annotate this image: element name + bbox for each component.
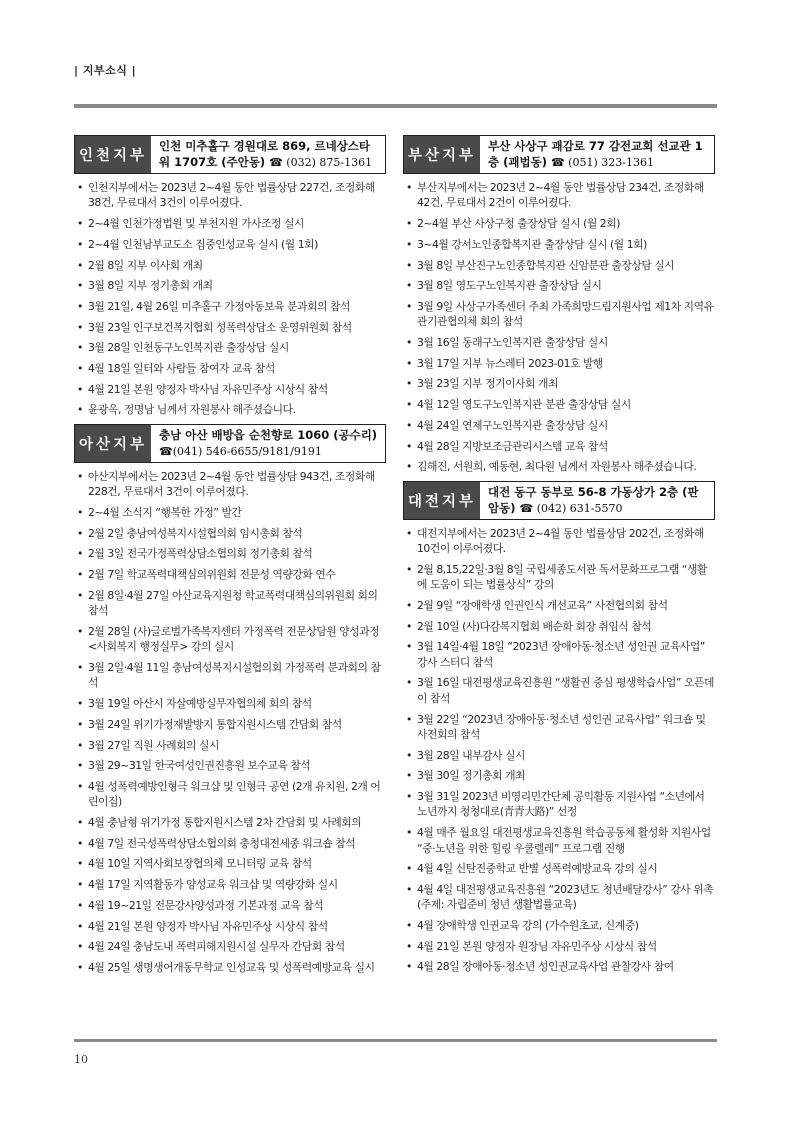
branch-address: 인천 미추홀구 경원대로 869, 르네상스타워 1707호 (주안동) xyxy=(159,139,371,169)
list-item: • 3월 19일 아산시 자살예방실무자협의체 회의 참석 xyxy=(74,696,386,711)
list-item: • 2~4월 부산 사상구청 출장상담 실시 (월 2회) xyxy=(403,216,715,231)
branch-busan xyxy=(403,135,715,475)
list-item: • 3월 28일 인천동구노인복지관 출장상담 실시 xyxy=(74,340,386,355)
branch-name: 대전지부 xyxy=(404,482,480,519)
list-item: • 부산지부에서는 2023년 2~4월 동안 법률상담 234건, 조정화해 42건, 무료대서 2건이 이루어졌다. xyxy=(403,180,715,211)
list-item: • 2월 8일 지부 이사회 개최 xyxy=(74,258,386,273)
list-item: • 김해진, 서원희, 예동현, 최다원 님께서 자원봉사 해주셨습니다. xyxy=(403,459,715,474)
list-item: • 2~4월 인천남부교도소 집중인성교육 실시 (월 1회) xyxy=(74,237,386,252)
branch-contact xyxy=(480,482,714,519)
branch-contact xyxy=(151,136,385,173)
list-item: • 4월 24일 충남도내 폭력피해지원시설 실무자 간담회 참석 xyxy=(74,939,386,954)
list-item: • 3월 31일 2023년 비영리민간단체 공익활동 지원사업 “소년에서 노년까지 청청대로(青青大路)” 선정 xyxy=(403,789,715,820)
list-item: • 3~4월 강서노인종합복지관 출장상담 실시 (월 1회) xyxy=(403,237,715,252)
branch-contact xyxy=(480,136,714,173)
list-item: • 4월 21일 본원 양정자 원장님 자유민주상 시상식 참석 xyxy=(403,939,715,954)
list-item: • 2월 8일·4월 27일 아산교육지원청 학교폭력대책심의위원회 회의 참석 xyxy=(74,588,386,619)
list-item: • 2월 7일 학교폭력대책심의위원회 전문성 역량강화 연수 xyxy=(74,567,386,582)
branch-name: 부산지부 xyxy=(404,136,480,173)
page-number: 10 xyxy=(74,1053,88,1066)
list-item: • 3월 2일·4월 11일 충남여성복지시설협의회 가정폭력 분과회의 참석 xyxy=(74,660,386,691)
list-item: • 4월 17일 지역활동가 양성교육 워크샵 및 역량강화 실시 xyxy=(74,877,386,892)
list-item: • 2월 2일 충남여성복지시설협의회 임시총회 참석 xyxy=(74,526,386,541)
list-item: • 4월 매주 월요일 대전평생교육진흥원 학습공동체 활성화 지원사업 “중·노년을 위한 힐링 우쿨렐레” 프로그램 진행 xyxy=(403,825,715,856)
list-item: • 3월 9일 사상구가족센터 주최 가족희망드림지원사업 제1차 지역유관기관협의체 회의 참석 xyxy=(403,299,715,330)
list-item: • 4월 성폭력예방인형극 워크샵 및 인형극 공연 (2개 유치원, 2개 어린이집) xyxy=(74,779,386,810)
list-item: • 4월 21일 본원 양정자 박사님 자유민주상 시상식 참석 xyxy=(74,382,386,397)
list-item: • 3월 23일 지부 정기이사회 개최 xyxy=(403,376,715,391)
branch-phone: ☎(041) 546-6655/9181/9191 xyxy=(159,444,322,458)
list-item: • 아산지부에서는 2023년 2~4월 동안 법률상담 943건, 조정화해 228건, 무료대서 3건이 이루어졌다. xyxy=(74,469,386,500)
list-item: • 2월 3일 전국가정폭력상담소협의회 정기총회 참석 xyxy=(74,546,386,561)
left-column xyxy=(74,135,386,981)
list-item: • 4월 장애학생 인권교육 강의 (가수원초교, 신계중) xyxy=(403,918,715,933)
activity-list xyxy=(403,180,715,475)
branch-header xyxy=(74,424,386,463)
branch-header xyxy=(74,135,386,174)
list-item: • 4월 4일 신탄진중학교 반별 성폭력예방교육 강의 실시 xyxy=(403,861,715,876)
list-item: • 2월 9일 “장애학생 인권인식 개선교육” 사전협의회 참석 xyxy=(403,598,715,613)
right-column xyxy=(403,135,715,981)
branch-contact xyxy=(151,425,385,462)
list-item: • 4월 21일 본원 양정자 박사님 자유민주상 시상식 참석 xyxy=(74,919,386,934)
list-item: • 윤광옥, 정명남 님께서 자원봉사 해주셨습니다. xyxy=(74,402,386,417)
list-item: • 2월 28일 (사)글로벌가족복지센터 가정폭력 전문상담원 양성과정 <사회복지 행정실무> 강의 실시 xyxy=(74,624,386,655)
list-item: • 4월 7일 전국성폭력상담소협의회 충청대전세종 워크숍 참석 xyxy=(74,836,386,851)
activity-list xyxy=(74,180,386,418)
branch-daejeon xyxy=(403,481,715,975)
list-item: • 2월 8,15,22일·3월 8일 국립세종도서관 독서문화프로그램 “생활에 도움이 되는 법률상식” 강의 xyxy=(403,562,715,593)
branch-name: 아산지부 xyxy=(75,425,151,462)
list-item: • 2월 10일 (사)다감복지협회 배순화 회장 취임식 참석 xyxy=(403,619,715,634)
activity-list xyxy=(403,526,715,975)
branch-address: 충남 아산 배방읍 순천향로 1060 (공수리) xyxy=(159,427,378,442)
list-item: • 3월 24일 위기가정재발방지 통합지원시스템 간담회 참석 xyxy=(74,717,386,732)
branch-phone: ☎ (051) 323-1361 xyxy=(550,156,654,169)
section-header: | 지부소식 | xyxy=(74,64,137,77)
list-item: • 4월 28일 지방보조금관리시스템 교육 참석 xyxy=(403,439,715,454)
list-item: • 3월 28일 내부감사 실시 xyxy=(403,748,715,763)
branch-asan xyxy=(74,424,386,976)
list-item: • 4월 28일 장애아동·청소년 성인권교육사업 관찰강사 참여 xyxy=(403,959,715,974)
list-item: • 3월 16일 대전평생교육진흥원 “생활권 중심 평생학습사업” 오픈데이 참석 xyxy=(403,675,715,706)
list-item: • 3월 8일 영도구노인복지관 출장상담 실시 xyxy=(403,278,715,293)
list-item: • 대전지부에서는 2023년 2~4월 동안 법률상담 202건, 조정화해 10건이 이루어졌다. xyxy=(403,526,715,557)
list-item: • 4월 4일 대전평생교육진흥원 “2023년도 청년배달강사” 강사 위촉 (주제: 자립준비 청년 생활법률교육) xyxy=(403,882,715,913)
list-item: • 2~4월 인천가정법원 및 부천지원 가사조정 실시 xyxy=(74,216,386,231)
branch-header xyxy=(403,481,715,520)
list-item: • 4월 10일 지역사회보장협의체 모니터링 교육 참석 xyxy=(74,856,386,871)
list-item: • 3월 14일·4월 18일 “2023년 장애아동·청소년 성인권 교육사업” 강사 스터디 참석 xyxy=(403,639,715,670)
list-item: • 3월 16일 동래구노인복지관 출장상담 실시 xyxy=(403,335,715,350)
top-divider xyxy=(74,104,717,108)
list-item: • 4월 19~21일 전문강사양성과정 기본과정 교육 참석 xyxy=(74,898,386,913)
list-item: • 3월 8일 부산진구노인종합복지관 신암분관 출장상담 실시 xyxy=(403,258,715,273)
branch-header xyxy=(403,135,715,174)
branch-incheon xyxy=(74,135,386,418)
list-item: • 4월 18일 일터와 사람들 참여자 교육 참석 xyxy=(74,361,386,376)
branch-address: 대전 동구 동부로 56-8 가동상가 2층 (판암동) xyxy=(488,484,699,515)
branch-name: 인천지부 xyxy=(75,136,151,173)
list-item: • 4월 24일 연제구노인복지관 출장상담 실시 xyxy=(403,418,715,433)
list-item: • 4월 12일 영도구노인복지관 분관 출장상담 실시 xyxy=(403,397,715,412)
branch-phone: ☎ (042) 631-5570 xyxy=(519,501,623,515)
branch-phone: ☎ (032) 875-1361 xyxy=(269,156,373,169)
list-item: • 2~4월 소식지 “행복한 가정” 발간 xyxy=(74,505,386,520)
list-item: • 4월 25일 생명생어개동무학교 인성교육 및 성폭력예방교육 실시 xyxy=(74,960,386,975)
list-item: • 3월 23일 인구보건복지협회 성폭력상담소 운영위원회 참석 xyxy=(74,320,386,335)
list-item: • 3월 29~31일 한국여성인권진흥원 보수교육 참석 xyxy=(74,758,386,773)
list-item: • 3월 21일, 4월 26일 미추홀구 가정아동보육 분과회의 참석 xyxy=(74,299,386,314)
branch-address: 부산 사상구 괘감로 77 감전교회 선교관 1층 (괘법동) xyxy=(488,139,703,169)
activity-list xyxy=(74,469,386,976)
list-item: • 3월 22일 “2023년 장애아동·청소년 성인권 교육사업” 워크숍 및 사전회의 참석 xyxy=(403,712,715,743)
list-item: • 4월 충남형 위기가정 통합지원시스템 2차 간담회 및 사례회의 xyxy=(74,815,386,830)
bottom-divider xyxy=(74,1039,717,1042)
list-item: • 3월 30일 정기총회 개최 xyxy=(403,768,715,783)
list-item: • 인천지부에서는 2023년 2~4월 동안 법률상담 227건, 조정화해 38건, 무료대서 3건이 이루어졌다. xyxy=(74,180,386,211)
list-item: • 3월 8일 지부 정기총회 개최 xyxy=(74,278,386,293)
list-item: • 3월 27일 직원 사례회의 실시 xyxy=(74,738,386,753)
list-item: • 3월 17일 지부 뉴스레터 2023-01호 발행 xyxy=(403,356,715,371)
